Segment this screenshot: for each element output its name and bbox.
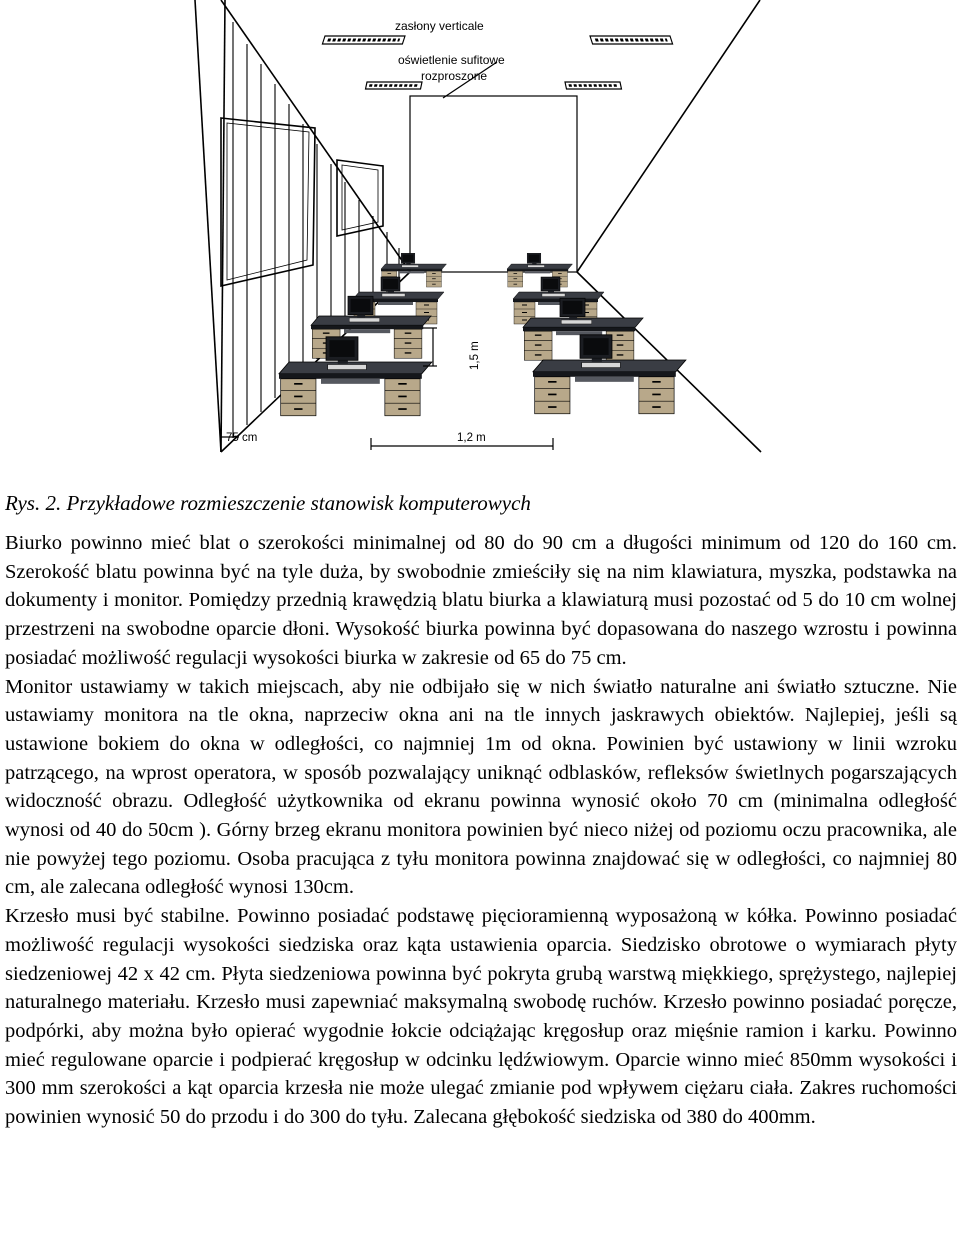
- body-text: [5, 529, 957, 1132]
- paragraph-monitor: Monitor ustawiamy w takich miejscach, aby nie odbijało się w nich światło naturalne ani światło sztuczne. Nie ustawiamy monitora na tle okna, naprzeciw okna ani na tle innych jaskrawych obiektów. Najlepiej, jeśli są ustawione bokiem do okna w odległości, co najmniej 1m od okna. Powinien być ustawiony w linii wzroku patrzącego, na wprost operatora, w sposób pozwalający uniknąć odblasków, refleksów świetlnych pogarszających widoczność obrazu. Odległość użytkownika od ekranu powinna wynosić około 70 cm (minimalna odległość wynosi od 40 do 50cm ). Górny brzeg ekranu monitora powinien być nieco niżej od poziomu oczu pracownika, ale nie powyżej tego poziomu. Osoba pracująca z tyłu monitora powinna znajdować się w odległości, co najmniej 80 cm, ale zalecana odległość wynosi 130cm.: [5, 675, 957, 899]
- aisle-width-label: 1,2 m: [457, 432, 486, 444]
- row-spacing-label: 1,5 m: [469, 341, 481, 370]
- workstation-layout-illustration: [185, 0, 765, 456]
- paragraph-desk: Biurko powinno mieć blat o szerokości minimalnej od 80 do 90 cm a długości minimum od 120 do 160 cm. Szerokość blatu powinna być na tyle duża, by swobodnie zmieściły się na nim klawiatura, myszka, podstawka na dokumenty i monitor. Pomiędzy przednią krawędzią blatu biurka a klawiaturą musi pozostać od 5 do 10 cm wolnej przestrzeni na swobodne oparcie dłoni. Wysokość biurka powinna być dopasowana do naszego wzrostu i powinna posiadać możliwość regulacji wysokości biurka w zakresie od 65 do 75 cm.: [5, 532, 957, 669]
- workstations: [279, 253, 686, 416]
- lighting-label-line2: rozproszone: [421, 69, 488, 83]
- wall-distance-label: 75 cm: [226, 432, 258, 444]
- room-perspective: [195, 0, 761, 452]
- figure-caption: Rys. 2. Przykładowe rozmieszczenie stanowisk komputerowych: [5, 491, 531, 515]
- curtains-label: zasłony verticale: [395, 19, 484, 33]
- paragraph-chair: Krzesło musi być stabilne. Powinno posiadać podstawę pięcioramienną wyposażoną w kółka. Powinno posiadać możliwość regulacji wysokości siedziska oraz kąta ustawienia oparcia. Siedzisko obrotowe o wymiarach płyty siedzeniowej 42 x 42 cm. Płyta siedzeniowa powinna być pokryta grubą warstwą miękkiego, sprężystego, najlepiej naturalnego materiału. Krzesło musi zapewniać maksymalną swobodę ruchów. Krzesło powinno posiadać poręcze, podpórki, aby można było opierać wygodnie łokcie odciążając kręgosłup oraz mięśnie ramion i karku. Powinno mieć regulowane oparcie i podpierać kręgosłup w odcinku lędźwiowym. Oparcie winno mieć 850mm wysokości i 300 mm szerokości a kąt oparcia krzesła nie może ulegać zmianie pod wpływem ciężaru ciała. Zakres ruchomości powinien wynosić 50 do przodu i do 300 do tyłu. Zalecana głębokość siedziska od 380 do 400mm.: [5, 905, 957, 1129]
- lighting-label-line1: oświetlenie sufitowe: [398, 53, 505, 67]
